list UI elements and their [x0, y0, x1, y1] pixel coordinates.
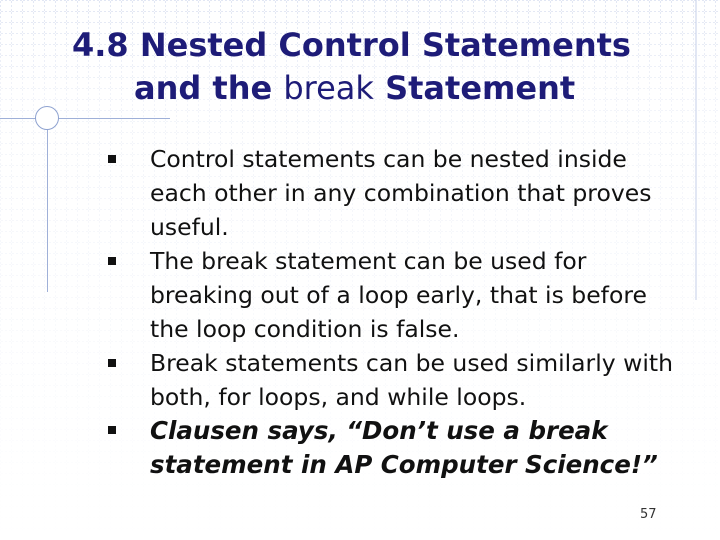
bullet-item — [108, 142, 688, 244]
title-keyword: break — [283, 69, 374, 107]
title-line-1: 4.8 Nested Control Statements — [72, 26, 631, 64]
bullet-item — [108, 414, 688, 482]
bullet-list — [108, 142, 688, 482]
bullet-text: The break statement can be used for breaking out of a loop early, that is before the loop condition is false. — [150, 247, 647, 343]
square-bullet-icon — [108, 426, 116, 434]
title-line-2 — [134, 67, 575, 109]
crosshair-icon — [35, 106, 59, 130]
decorative-vertical-line — [47, 112, 48, 292]
bullet-text: Break statements can be used similarly with both, for loops, and while loops. — [150, 349, 673, 411]
bullet-item — [108, 346, 688, 414]
square-bullet-icon — [108, 257, 116, 265]
title-text-after: Statement — [373, 69, 576, 107]
page-number: 57 — [640, 507, 657, 522]
square-bullet-icon — [108, 155, 116, 163]
square-bullet-icon — [108, 359, 116, 367]
bullet-text: Control statements can be nested inside each other in any combination that proves useful. — [150, 145, 652, 241]
title-text-before: and the — [134, 69, 284, 107]
decorative-horizontal-line — [0, 118, 170, 119]
bullet-item — [108, 244, 688, 346]
bullet-quote-text: Clausen says, “Don’t use a break statement in AP Computer Science!” — [150, 416, 658, 479]
